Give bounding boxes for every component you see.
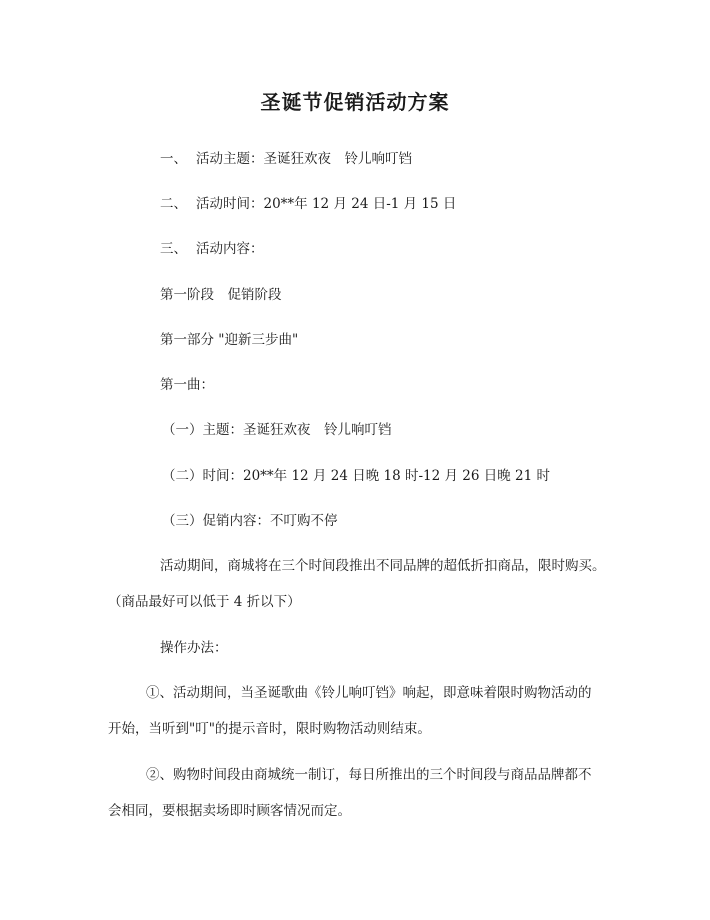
section-number: 三、: [160, 241, 187, 257]
section-two: [160, 195, 456, 213]
section-text: 活动内容：: [196, 241, 264, 257]
section-number: 一、: [160, 151, 187, 167]
paragraph-line: （商品最好可以低于 4 折以下）: [108, 594, 301, 610]
section-text: 活动时间：20**年 12 月 24 日-1 月 15 日: [196, 196, 457, 212]
document-title: 圣诞节促销活动方案: [260, 90, 450, 114]
rule-line: 会相同，要根据卖场即时顾客情况而定。: [108, 803, 351, 819]
rule-line: ①、活动期间，当圣诞歌曲《铃儿响叮铛》响起，即意味着限时购物活动的: [146, 685, 592, 701]
item-theme: （一）主题：圣诞狂欢夜 铃儿响叮铛: [162, 422, 392, 438]
section-one: [160, 150, 412, 168]
section-text: 活动主题：圣诞狂欢夜 铃儿响叮铛: [196, 151, 412, 167]
stage-heading: 第一阶段 促销阶段: [160, 287, 282, 303]
rule-line: ②、购物时间段由商城统一制订，每日所推出的三个时间段与商品品牌都不: [146, 767, 592, 783]
section-number: 二、: [160, 196, 187, 212]
song-heading: 第一曲：: [160, 377, 214, 393]
section-three: [160, 240, 264, 258]
method-label: 操作办法：: [160, 640, 228, 656]
paragraph-line: 活动期间，商城将在三个时间段推出不同品牌的超低折扣商品，限时购买。: [160, 558, 606, 574]
rule-line: 开始，当听到"叮"的提示音时，限时购物活动则结束。: [108, 721, 431, 737]
item-time: （二）时间：20**年 12 月 24 日晚 18 时-12 月 26 日晚 21 时: [162, 468, 551, 484]
part-heading: 第一部分 "迎新三步曲": [160, 332, 299, 348]
item-content: （三）促销内容：不叮购不停: [162, 513, 338, 529]
